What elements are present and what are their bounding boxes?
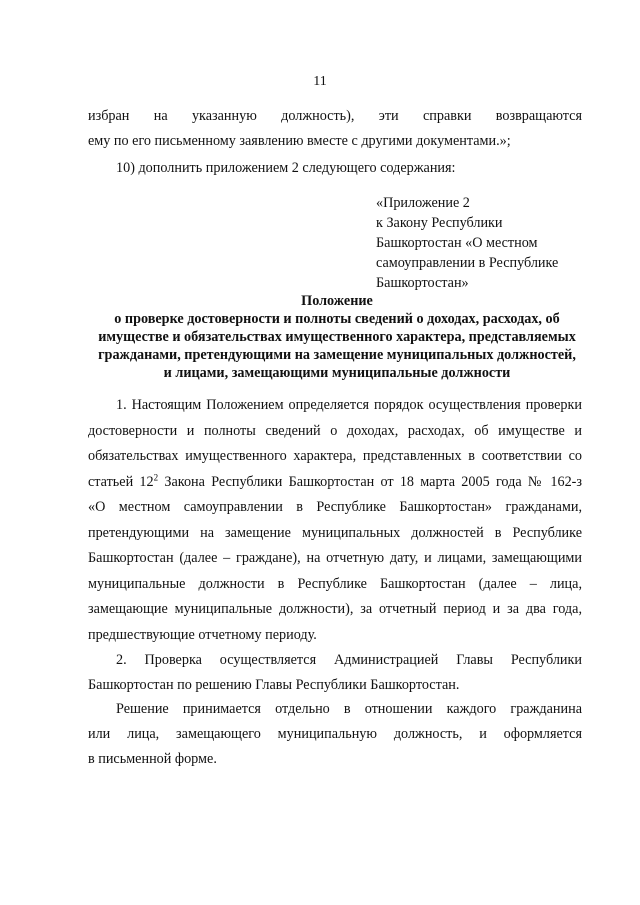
section-1: [88, 393, 582, 648]
title-line: о проверке достоверности и полноты сведений о доходах, расходах, об: [114, 311, 560, 327]
text-fragment: статьей 12: [88, 473, 154, 490]
title-line: и лицами, замещающими муниципальные должности: [163, 365, 511, 381]
appendix-line: Башкортостан «О местном: [376, 235, 538, 251]
text-line: обязательствах имущественного характера, представленных в соответствии со: [88, 448, 582, 464]
text-line: муниципальные должности в Республике Башкортостан (далее – лица,: [88, 575, 582, 592]
text-line: замещающие муниципальные должности), за отчетный период и за два года,: [88, 601, 582, 617]
superscript: 2: [153, 471, 159, 482]
appendix-line: самоуправлении в Республике: [376, 255, 559, 271]
text-line: предшествующие отчетному периоду.: [88, 626, 317, 643]
appendix-line: «Приложение 2: [376, 195, 470, 211]
text-line: 2. Проверка осуществляется Администрацией Главы Республики: [116, 652, 582, 668]
page-number: 11: [313, 74, 327, 89]
appendix-line: к Закону Республики: [376, 215, 503, 231]
text-line: претендующими на замещение муниципальных должностей в Республике: [88, 524, 582, 541]
appendix-line: Башкортостан»: [376, 275, 469, 291]
section-3: [88, 697, 582, 772]
paragraph-amendment-10: 10) дополнить приложением 2 следующего содержания:: [116, 160, 456, 176]
text-line: в письменной форме.: [88, 751, 217, 767]
text-line: ему по его письменному заявлению вместе с другими документами.»;: [88, 133, 511, 149]
title-line: Положение: [301, 293, 373, 309]
text-line: или лица, замещающего муниципальную должность, и оформляется: [88, 726, 582, 742]
text-line: 1. Настоящим Положением определяется порядок осуществления проверки: [116, 397, 582, 413]
text-line: Решение принимается отдельно в отношении каждого гражданина: [116, 701, 582, 717]
regulation-title: [72, 292, 602, 382]
text-fragment: Закона Республики Башкортостан от 18 марта 2005 года № 162-з: [158, 473, 583, 490]
text-line: избран на указанную должность), эти справки возвращаются: [88, 108, 582, 124]
section-2: [88, 648, 582, 698]
paragraph-continuation: [88, 104, 582, 154]
text-line: Башкортостан по решению Главы Республики Башкортостан.: [88, 677, 460, 693]
text-line: достоверности и полноты сведений о доходах, расходах, об имуществе и: [88, 422, 582, 439]
title-line: имуществе и обязательствах имущественного характера, представляемых: [98, 329, 576, 345]
title-line: гражданами, претендующими на замещение муниципальных должностей,: [98, 347, 576, 363]
text-line: Башкортостан (далее – граждане), на отчетную дату, и лицами, замещающими: [88, 550, 582, 566]
text-line: «О местном самоуправлении в Республике Башкортостан» гражданами,: [88, 499, 582, 515]
appendix-header: [376, 193, 558, 293]
text-line-with-superscript: [88, 470, 582, 496]
